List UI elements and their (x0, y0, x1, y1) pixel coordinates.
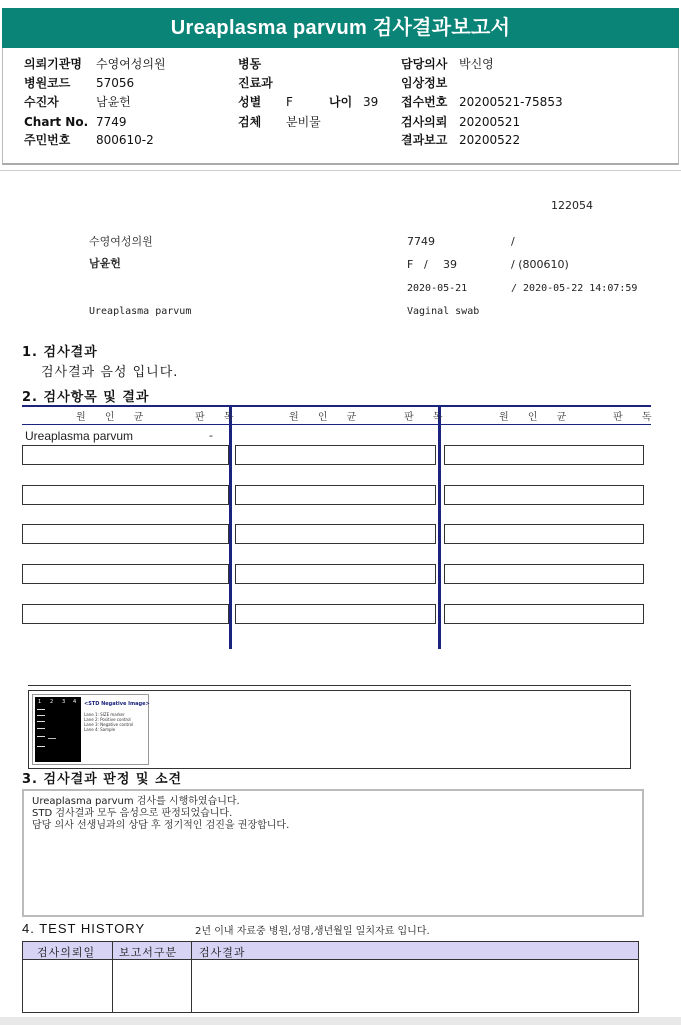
request-date-value: 20200521 (459, 115, 521, 129)
grid-divider-2 (438, 405, 441, 649)
result-cell (22, 524, 229, 544)
opinion-line: STD 검사결과 모두 음성으로 판정되었습니다. (32, 808, 233, 819)
sex-age-sep: / (424, 258, 428, 271)
result-cell (444, 524, 644, 544)
opinion-line: Ureaplasma parvum 검사를 시행하였습니다. (32, 796, 240, 807)
history-col-request-date: 검사의뢰일 (37, 946, 96, 959)
specimen-text: Vaginal swab (407, 306, 480, 317)
institution-value: 수영여성의원 (96, 57, 166, 71)
hospital-code-field: 병원코드 57056 (24, 76, 135, 90)
clinic-name: 수영여성의원 (89, 235, 153, 248)
doctor-field: 담당의사 박신영 (401, 57, 494, 71)
chart-no-text: 7749 (407, 235, 435, 248)
report-title: Ureaplasma parvum 검사결과보고서 (2, 8, 679, 48)
institution-field: 의뢰기관명 수영여성의원 (24, 57, 166, 71)
age-value: 39 (363, 95, 379, 109)
header-divider (0, 170, 681, 171)
lane-label: 1 (38, 699, 42, 705)
hospital-code-value: 57056 (96, 76, 135, 90)
sex-value: F (286, 95, 293, 109)
lane-label: 3 (62, 699, 66, 705)
gel-caption-title: <STD Negative Image> (84, 701, 150, 707)
clinical-info-field: 임상정보 (401, 76, 448, 90)
result-cell (235, 524, 436, 544)
resident-no-value: 800610-2 (96, 133, 154, 147)
ladder-band (37, 746, 45, 747)
patient-field: 수진자 남윤헌 (24, 95, 131, 109)
lane-label: 2 (50, 699, 54, 705)
specimen-field: 검체 분비물 (238, 115, 321, 129)
section-1-result: 검사결과 음성 입니다. (41, 365, 179, 380)
results-grid-header-line (22, 424, 651, 425)
ladder-band (37, 715, 45, 716)
positive-control-band (48, 738, 56, 739)
sex-field: 성별 F (238, 95, 293, 109)
report-datetime-text: / 2020-05-22 14:07:59 (511, 283, 638, 294)
result-cell (235, 564, 436, 584)
section-2-title: 2. 검사항목 및 결과 (22, 390, 150, 405)
lane-label: 4 (73, 699, 77, 705)
pathogen-result: - (209, 429, 213, 442)
col-header-result-2: 판 독 (404, 412, 451, 423)
report-header (2, 48, 679, 165)
gel-electrophoresis-image (32, 694, 149, 765)
gel-lanes (35, 697, 81, 762)
section-1-title: 1. 검사결과 (22, 345, 98, 360)
result-cell (235, 445, 436, 465)
birth-text: / (800610) (511, 258, 569, 271)
col-header-result-1: 판 독 (195, 412, 242, 423)
ladder-band (37, 728, 45, 729)
receipt-no-value: 20200521-75853 (459, 95, 563, 109)
resident-no-field: 주민번호 800610-2 (24, 133, 154, 147)
result-cell (444, 445, 644, 465)
col-header-pathogen-2: 원 인 균 (289, 412, 365, 423)
specimen-value: 분비물 (286, 115, 321, 129)
history-col-report-type: 보고서구분 (119, 946, 178, 959)
opinion-box (22, 789, 644, 917)
report-date-field: 결과보고 20200522 (401, 133, 521, 147)
col-header-pathogen-1: 원 인 균 (76, 412, 152, 423)
age-text: 39 (443, 258, 457, 271)
doctor-value: 박신영 (459, 57, 494, 71)
result-cell (22, 485, 229, 505)
test-name-text: Ureaplasma parvum (89, 306, 192, 317)
receipt-no-field: 접수번호 20200521-75853 (401, 95, 563, 109)
slash-text: / (511, 235, 515, 248)
ladder-band (37, 736, 45, 737)
opinion-line: 담당 의사 선생님과의 상담 후 정기적인 검진을 권장합니다. (32, 820, 290, 831)
history-note: 2년 이내 자료중 병원,성명,생년월일 일치자료 입니다. (195, 926, 430, 937)
history-col-result: 검사결과 (199, 946, 246, 959)
result-cell (444, 604, 644, 624)
sex-text: F (407, 258, 414, 271)
section-4-title: 4. TEST HISTORY (22, 921, 146, 936)
grid-divider-1 (229, 405, 232, 649)
test-history-table (22, 941, 639, 1013)
result-cell (444, 485, 644, 505)
age-field: 나이 39 (329, 95, 379, 109)
section-3-title: 3. 검사결과 판정 및 소견 (22, 772, 183, 787)
dept-field: 진료과 (238, 76, 273, 90)
request-date-field: 검사의뢰 20200521 (401, 115, 521, 129)
pathogen-name: Ureaplasma parvum (25, 429, 134, 443)
image-top-line (28, 685, 631, 686)
ladder-band (37, 721, 45, 722)
result-cell (22, 445, 229, 465)
result-cell (22, 604, 229, 624)
report-date-value: 20200522 (459, 133, 521, 147)
result-cell (235, 485, 436, 505)
result-cell (444, 564, 644, 584)
receipt-date-text: 2020-05-21 (407, 283, 468, 294)
chart-no-value: 7749 (96, 115, 127, 129)
results-grid-top-line (22, 405, 651, 407)
result-cell (235, 604, 436, 624)
ward-field: 병동 (238, 57, 262, 71)
col-header-pathogen-3: 원 인 균 (499, 412, 575, 423)
patient-value: 남윤헌 (96, 95, 131, 109)
gel-caption: Lane 1: SIZE marker Lane 2: Positive control Lane 3: Negative control Lane 4: Sample (84, 712, 134, 732)
ladder-band (37, 709, 45, 710)
patient-name: 남윤헌 (89, 257, 121, 270)
col-header-result-3: 판 독 (613, 412, 660, 423)
report-code: 122054 (551, 199, 593, 212)
chart-no-field: Chart No. 7749 (24, 115, 127, 129)
result-cell (22, 564, 229, 584)
